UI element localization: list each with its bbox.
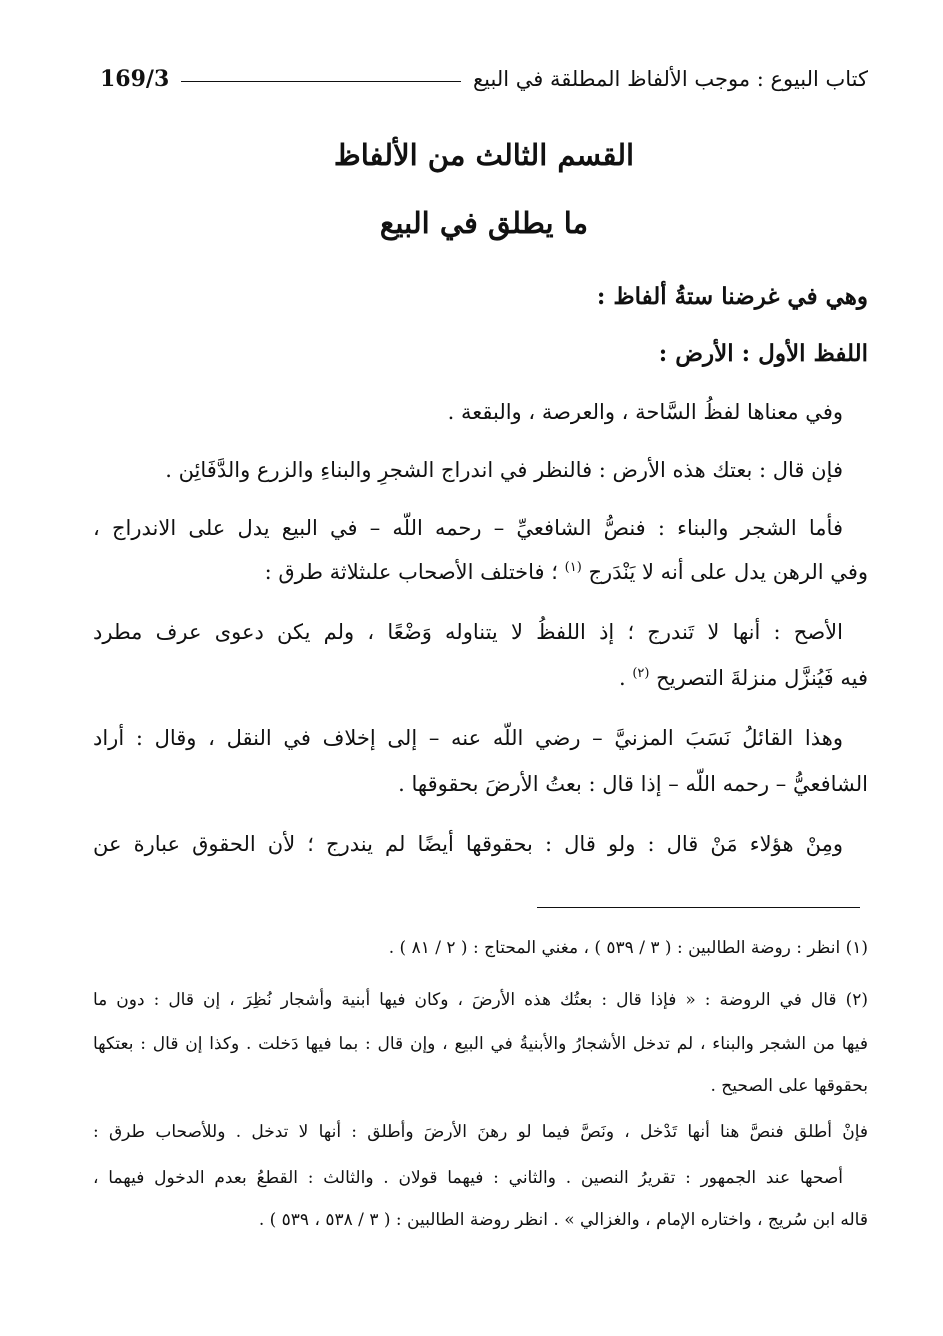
footnote-ref-2[interactable]: (٢) bbox=[632, 666, 650, 681]
footnote-separator bbox=[537, 907, 860, 908]
footnote-2-line-1: (٢) قال في الروضة : « فإذا قال : بعتُك هذه الأرضَ ، وكان فيها أبنية وأشجار نُظِرَ ، إن قال : دون ما bbox=[93, 990, 868, 1010]
paragraph-4-line-1: الأصح : أنها لا تَندرج ؛ إذ اللفظُ لا يتناوله وَضْعًا ، ولم يكن دعوى عرف مطرد bbox=[93, 620, 843, 644]
footnote-2-line-6: قاله ابن سُريج ، واختاره الإمام ، والغزالي » . انظر روضة الطالبين : ( ٣ / ٥٣٨ ، ٥٣٩ ) . bbox=[258, 1210, 868, 1230]
header-rule bbox=[181, 81, 461, 82]
paragraph-6-line-1: ومِنْ هؤلاء مَنْ قال : ولو قال : بحقوقها أيضًا لم يندرج ؛ لأن الحقوق عبارة عن bbox=[93, 832, 843, 856]
paragraph-3-line-1: فأما الشجر والبناء : فنصُّ الشافعيِّ – رحمه اللّه – في البيع يدل على الاندراج ، bbox=[93, 516, 843, 540]
paragraph-5-line-1: وهذا القائلُ نَسَبَ المزنيَّ – رضي اللّه عنه – إلى إخلاف في النقل ، وقال : أراد bbox=[93, 726, 843, 750]
footnote-ref-1[interactable]: (١) bbox=[564, 560, 582, 575]
page-number: 169/3 bbox=[100, 66, 170, 92]
paragraph-4-text-a: فيه فَيُنزَّل منزلةَ التصريح bbox=[656, 666, 868, 690]
paragraph-2: فإن قال : بعتك هذه الأرض : فالنظر في اندراج الشجرِ والبناءِ والزرع والدَّفَائِن . bbox=[165, 458, 843, 482]
section-title: القسم الثالث من الألفاظ bbox=[333, 138, 635, 172]
paragraph-4-line-2 bbox=[93, 666, 868, 690]
footnote-2-line-3: بحقوقها على الصحيح . bbox=[710, 1076, 868, 1096]
footnote-2-line-4: فإنْ أطلق فنصَّ هنا أنها تَدْخل ، ونَصَّ فيما لو رهنَ الأرضَ وأطلق : أنها لا تدخل . وللأصحاب طرق : bbox=[93, 1122, 868, 1142]
page-header bbox=[100, 58, 868, 100]
paragraph-1: وفي معناها لفظُ السَّاحة ، والعرصة ، والبقعة . bbox=[447, 400, 843, 424]
paragraph-3-text-a: وفي الرهن يدل على أنه لا يَنْدَرج bbox=[588, 560, 868, 584]
footnote-1: (١) انظر : روضة الطالبين : ( ٣ / ٥٣٩ ) ، مغني المحتاج : ( ٢ / ٨١ ) . bbox=[388, 938, 868, 958]
paragraph-3-text-b: ؛ فاختلف الأصحاب علىثلاثة طرق : bbox=[264, 560, 558, 584]
subsection-title: ما يطلق في البيع bbox=[379, 206, 589, 240]
paragraph-5-line-2: الشافعيُّ – رحمه اللّه – إذا قال : بعتُ الأرضَ بحقوقها . bbox=[398, 772, 868, 796]
footnote-2-line-2: فيها من الشجر والبناء ، لم تدخل الأشجارُ والأبنيةُ في البيع ، وإن قال : بما فيها دَخلت . وكذا إن قال : بعتكها bbox=[93, 1034, 868, 1054]
footnote-2-line-5: أصحها عند الجمهور : تقريرُ النصين . والثاني : فيهما قولان . والثالث : القطعُ بعدم الدخول فيهما ، bbox=[93, 1168, 843, 1188]
running-title: كتاب البيوع : موجب الألفاظ المطلقة في البيع bbox=[472, 67, 868, 91]
paragraph-3-line-2 bbox=[93, 560, 868, 584]
paragraph-4-text-b: . bbox=[618, 666, 626, 690]
intro-line: وهي في غرضنا ستةُ ألفاظ : bbox=[596, 283, 868, 310]
first-word-heading: اللفظ الأول : الأرض : bbox=[658, 340, 868, 367]
